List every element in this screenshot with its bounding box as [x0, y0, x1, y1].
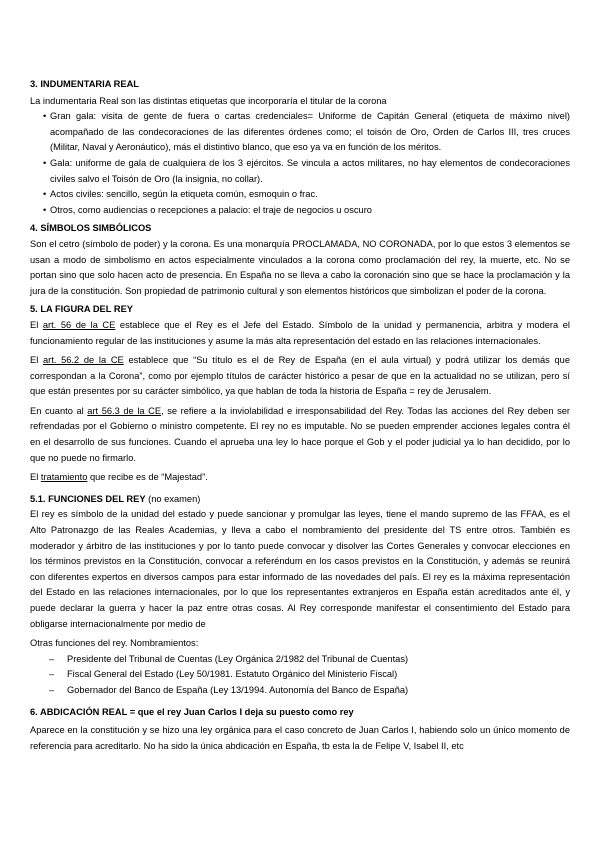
appointment-text: Gobernador del Banco de España (Ley 13/1994. Autonomía del Banco de España): [67, 684, 409, 695]
bullet-text: Gran gala: visita de gente de fuera o cartas credenciales= Uniforme de Capitán General (etiqueta de máximo nivel) acompañado de las condecoraciones de las diferentes órdenes como; el toisón de Oro, Orden de Carlos III, tres cruces (Militar, Naval y Aeronáutico), más el distintivo blanco, que eso ya va en función de los méritos.: [50, 111, 570, 153]
list-item: [43, 109, 570, 156]
section-5-1-body: El rey es símbolo de la unidad del estado y puede sancionar y promulgar las leyes, tiene el mando supremo de las FFAA, es el Alto Patronazgo de las Reales Academias, y lleva a cabo el nombramiento del presidente del TS entre otros. También es moderador y árbitro de las instituciones y por lo tanto puede convocar y disolver las Cortes Generales y convocar elecciones en los términos previstos en la Constitución, convocar a referéndum en los casos previstos en la Constitución, y además se reunirá con diferentes expertos en diversos campos para estar informado de las novedades del país. El rey es la máxima representación del Estado en las relaciones internacionales, por lo que los representantes extranjeros en España están acreditados ante él, y puede declarar la guerra y hacer la paz entre otras cosas. Al Rey corresponde manifestar el consentimiento del Estado para obligarse internacionalmente por medio de: [30, 509, 570, 629]
section-4-heading: 4. SÍMBOLOS SIMBÓLICOS: [30, 223, 152, 234]
list-item: [49, 652, 570, 668]
dash-icon: –: [49, 653, 55, 664]
list-item: [43, 203, 570, 219]
section-5-paragraph-3: [30, 404, 570, 466]
treatment-link[interactable]: tratamiento: [40, 472, 88, 483]
section-3-intro: La indumentaria Real son las distintas etiquetas que incorporaría el titular de la corona: [30, 95, 387, 106]
dash-icon: –: [49, 684, 55, 695]
bullet-text: Otros, como audiencias o recepciones a palacio: el traje de negocios u oscuro: [50, 204, 372, 215]
article-reference-link[interactable]: art. 56 de la CE: [42, 319, 116, 330]
bullet-icon: •: [43, 189, 47, 200]
section-5-heading: 5. LA FIGURA DEL REY: [30, 304, 133, 315]
text-run: , se refiere a la inviolabilidad e irresponsabilidad del Rey. Todas las acciones del Rey deben ser refrendadas por el Gobierno o ministro competente. El rey no es imputable. No se pueden emprender acciones legales contra él en el desarrollo de sus funciones. Cuando el aprueba una ley lo hace porque el Gob y el poder judicial ya lo han decidido, por lo que no puede no firmarlo.: [30, 405, 570, 463]
bullet-icon: •: [43, 111, 47, 122]
bullet-icon: •: [43, 157, 47, 168]
heading-note: (no examen): [145, 493, 201, 504]
text-run: El: [30, 472, 41, 483]
list-item: [49, 667, 570, 683]
section-6-heading: 6. ABDICACIÓN REAL = que el rey Juan Carlos I deja su puesto como rey: [30, 706, 354, 717]
appointment-text: Fiscal General del Estado (Ley 50/1981. Estatuto Orgánico del Ministerio Fiscal): [67, 669, 398, 680]
appointment-text: Presidente del Tribunal de Cuentas (Ley Orgánica 2/1982 del Tribunal de Cuentas): [67, 653, 409, 664]
text-run: que recibe es de “Majestad”.: [87, 472, 208, 483]
section-5-1-heading: [30, 492, 570, 508]
bullet-text: Gala: uniforme de gala de cualquiera de los 3 ejércitos. Se vincula a actos militares, no hay elementos de condecoraciones civiles salvo el Toisón de Oro (la insignia, no collar).: [50, 157, 570, 184]
section-3-heading: 3. INDUMENTARIA REAL: [30, 79, 139, 89]
text-run: El: [30, 319, 43, 330]
text-run: establece que “Su título es el de Rey de España (en el aula virtual) y podrá utilizar los demás que correspondan a la Corona”, como por ejemplo títulos de carácter histórico a pesar de que en la actualidad no se utilizan, pero sí que están presentes por su carácter simbólico, ya que hablan de toda la historia de España = rey de Jerusalem.: [30, 355, 570, 397]
list-item: [43, 156, 570, 187]
list-item: [43, 187, 570, 203]
bullet-text: Actos civiles: sencillo, según la etiqueta común, esmoquin o frac.: [50, 189, 318, 200]
section-5-paragraph-1: [30, 318, 570, 349]
dash-icon: –: [49, 669, 55, 680]
section-5-paragraph-2: [30, 353, 570, 400]
article-reference-link[interactable]: art 56.3 de la CE: [87, 405, 162, 416]
other-functions-intro: Otras funciones del rey. Nombramientos:: [30, 638, 199, 649]
text-run: establece que el Rey es el Jefe del Estado. Símbolo de la unidad y permanencia, arbitra y modera el funcionamiento regular de las instituciones y asume la más alta representación del estado en las relaciones internacionales.: [30, 319, 570, 346]
list-item: [49, 683, 570, 699]
section-5-paragraph-4: [30, 470, 570, 486]
text-run: En cuanto al: [30, 405, 88, 416]
text-run: El: [30, 355, 43, 366]
heading-text: 5.1. FUNCIONES DEL REY: [30, 493, 146, 504]
section-4-body: Son el cetro (símbolo de poder) y la corona. Es una monarquía PROCLAMADA, NO CORONADA, por lo que estos 3 elementos se usan a modo de simbolismo en actos especialmente vinculados a la corona como proclamación del rey, la muerte, etc. No se portan sino que solo hacen acto de presencia. En España no se lleva a cabo la coronación sino que se hace la proclamación y la jura de la constitución. Son propiedad de patrimonio cultural y son elementos históricos que simbolizan el poder de la corona.: [30, 238, 570, 296]
bullet-icon: •: [43, 204, 47, 215]
article-reference-link[interactable]: art. 56.2 de la CE: [42, 355, 124, 366]
section-6-body: Aparece en la constitución y se hizo una ley orgánica para el caso concreto de Juan Carlos I, habiendo solo un único momento de referencia para acreditarlo. No ha sido la única abdicación en España, tb esta la de Felipe V, Isabel II, etc: [30, 725, 570, 751]
